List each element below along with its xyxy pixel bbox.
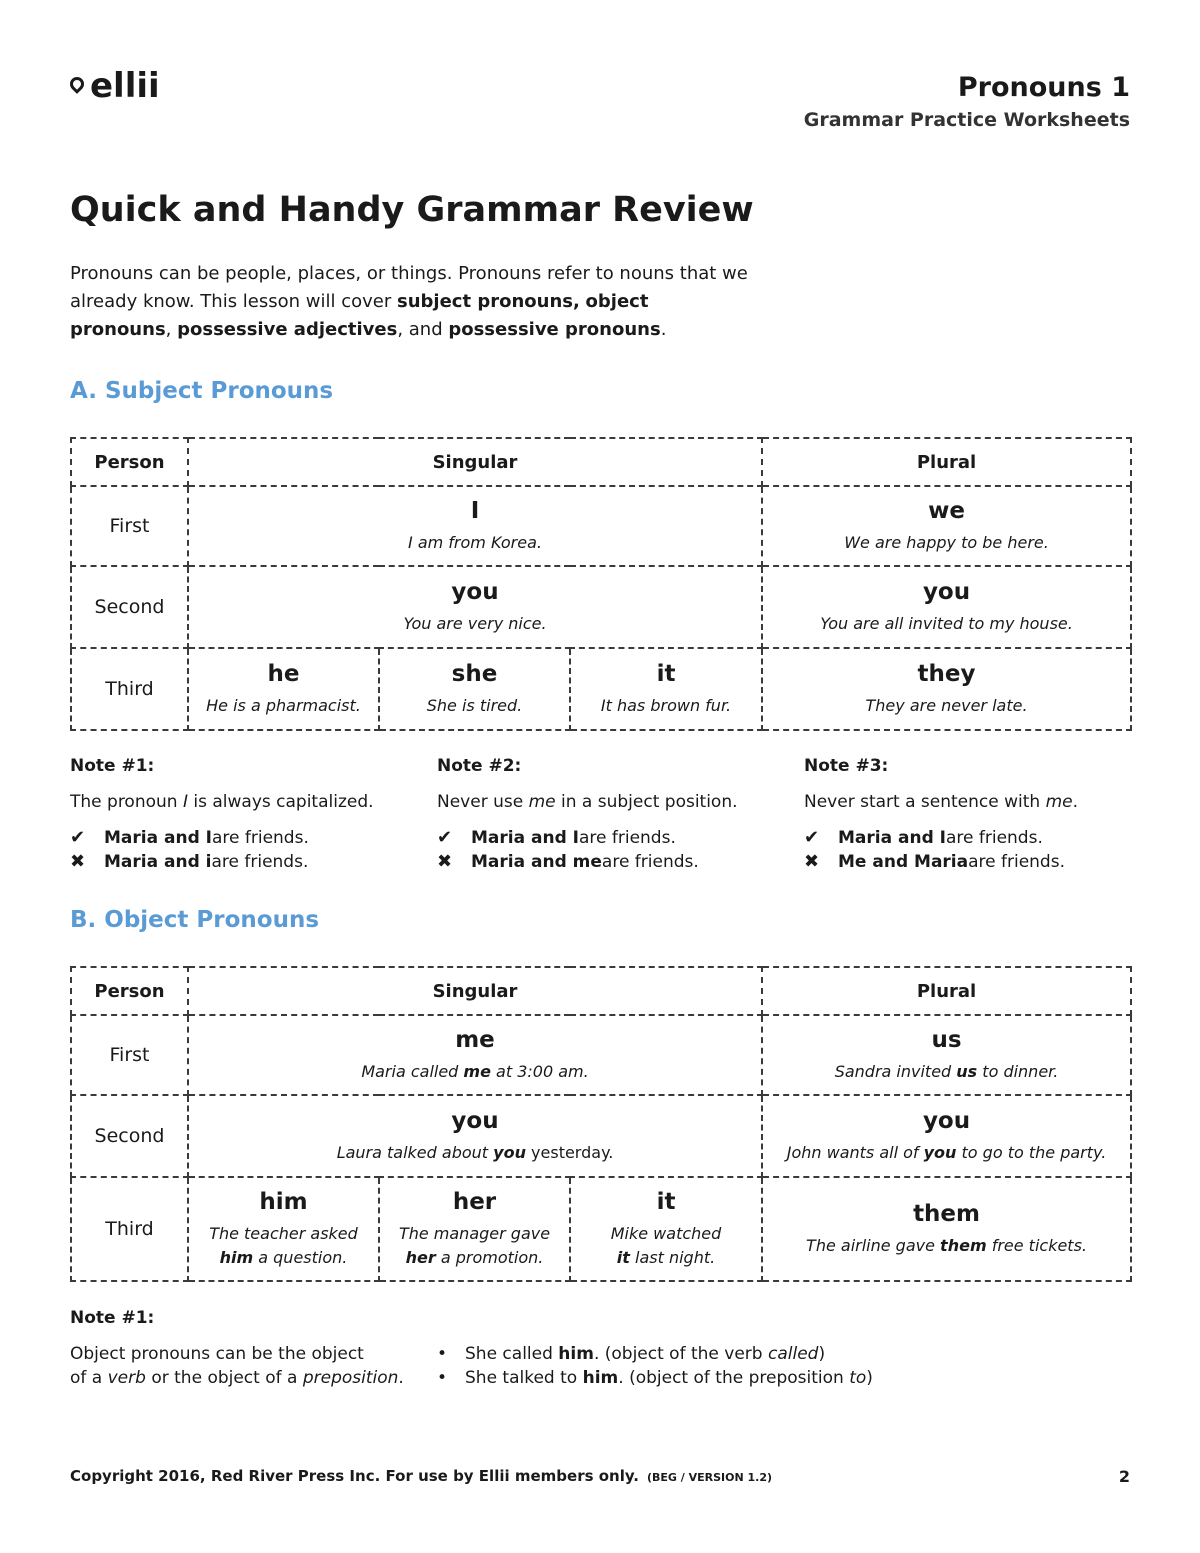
note-text-emphasis: me — [528, 792, 556, 812]
intro-term-subject: subject pronouns, — [396, 291, 580, 312]
example-pronoun: them — [940, 1236, 987, 1255]
example-pronoun: you — [493, 1143, 526, 1162]
example: He is a pharmacist. — [206, 696, 361, 715]
logo — [70, 66, 160, 106]
intro-sep: . — [660, 319, 667, 340]
example-part: to go to the party. — [956, 1143, 1107, 1162]
page-title: Quick and Handy Grammar Review — [70, 190, 754, 230]
example-part: free tickets. — [986, 1236, 1087, 1255]
section-b-heading: B. Object Pronouns — [70, 907, 320, 933]
pronoun: you — [922, 579, 971, 605]
example-part: Sandra invited — [834, 1062, 957, 1081]
example-part: at 3:00 am. — [490, 1062, 589, 1081]
example — [763, 1234, 1130, 1258]
person-cell: First — [71, 486, 188, 566]
example: She is tired. — [426, 696, 523, 715]
example — [571, 1222, 761, 1270]
intro-sep: , — [165, 319, 178, 340]
list-item — [437, 1342, 873, 1366]
check-icon: ✔ — [804, 827, 820, 848]
example — [380, 1222, 569, 1270]
pronoun: you — [922, 1108, 971, 1134]
incorrect-example — [70, 850, 410, 874]
pronoun-cell — [762, 648, 1131, 730]
example — [763, 1060, 1130, 1084]
note-text-emphasis: preposition — [302, 1368, 399, 1388]
example: We are happy to be here. — [844, 533, 1049, 552]
header-plural: Plural — [762, 438, 1131, 486]
example-bold: Maria and I — [838, 828, 946, 848]
example — [189, 1060, 761, 1084]
note-text-part: of a — [70, 1368, 108, 1388]
example-text: are friends. — [601, 852, 699, 872]
logo-text: ellii — [90, 66, 160, 106]
worksheet-subtitle: Grammar Practice Worksheets — [803, 109, 1130, 131]
example-pronoun: us — [956, 1062, 978, 1081]
example-part: yesterday. — [525, 1143, 614, 1162]
list-emphasis: to — [849, 1368, 867, 1388]
pronoun-cell — [188, 1177, 379, 1281]
intro-sep: , and — [397, 319, 449, 340]
table-row — [71, 648, 1131, 730]
header-singular: Singular — [188, 438, 762, 486]
list-text: She talked to — [465, 1368, 583, 1388]
copyright-text: Copyright 2016, Red River Press Inc. For use by Ellii members only. — [70, 1467, 639, 1485]
note-text — [70, 792, 410, 812]
list-text: . (object of the verb — [593, 1344, 768, 1364]
example: I am from Korea. — [408, 533, 542, 552]
example-bold: Maria and I — [104, 828, 212, 848]
example: They are never late. — [865, 696, 1028, 715]
pronoun: us — [931, 1027, 962, 1053]
header-plural: Plural — [762, 967, 1131, 1015]
bullet-icon: • — [437, 1368, 448, 1388]
table-header-row — [71, 967, 1131, 1015]
example-pronoun: him — [219, 1248, 254, 1267]
table-row — [71, 1095, 1131, 1177]
table-header-row — [71, 438, 1131, 486]
example-part: Maria called — [361, 1062, 464, 1081]
example-part: The teacher asked — [209, 1224, 358, 1243]
cross-icon: ✖ — [437, 851, 453, 872]
note-text-emphasis: verb — [107, 1368, 146, 1388]
list-text: ) — [818, 1344, 826, 1364]
example-text: are friends. — [945, 828, 1043, 848]
pronoun-cell — [188, 1015, 762, 1095]
note-heading: Note #2: — [437, 756, 522, 776]
subject-pronouns-table — [70, 437, 1132, 731]
note-3 — [804, 756, 1144, 874]
pronoun: them — [913, 1201, 980, 1227]
pronoun: he — [267, 661, 300, 687]
object-pronouns-table — [70, 966, 1132, 1282]
pronoun-cell — [188, 566, 762, 648]
pronoun-cell — [762, 1177, 1131, 1281]
section-a-heading: A. Subject Pronouns — [70, 378, 334, 404]
example-pronoun: it — [616, 1248, 630, 1267]
cross-icon: ✖ — [804, 851, 820, 872]
note-text-part: Never start a sentence with — [804, 792, 1046, 812]
location-pin-icon — [67, 74, 87, 94]
intro-paragraph — [70, 260, 750, 344]
intro-term-poss-adj: possessive adjectives — [177, 319, 398, 340]
pronoun: she — [451, 661, 498, 687]
pronoun-cell — [762, 566, 1131, 648]
pronoun-cell — [379, 1177, 570, 1281]
correct-example — [437, 826, 777, 850]
example-part: a promotion. — [435, 1248, 544, 1267]
example — [763, 1141, 1130, 1165]
bullet-icon: • — [437, 1344, 448, 1364]
page-number: 2 — [1118, 1467, 1130, 1486]
example-bold: Maria and i — [104, 852, 212, 872]
list-text: . (object of the preposition — [618, 1368, 850, 1388]
example-part: to dinner. — [977, 1062, 1059, 1081]
note-text-part: . — [398, 1368, 404, 1388]
pronoun-cell — [762, 486, 1131, 566]
correct-example — [70, 826, 410, 850]
note-text-emphasis: I — [182, 792, 188, 812]
person-cell: Third — [71, 1177, 188, 1281]
pronoun: you — [451, 579, 499, 605]
pronoun: me — [455, 1027, 495, 1053]
note-text — [437, 792, 777, 812]
example-part: a question. — [253, 1248, 348, 1267]
example-pronoun: her — [405, 1248, 436, 1267]
table-row — [71, 566, 1131, 648]
pronoun: it — [656, 1189, 676, 1215]
list-text: ) — [866, 1368, 873, 1388]
list-pronoun: him — [582, 1368, 619, 1388]
worksheet-title: Pronouns 1 — [957, 72, 1130, 103]
pronoun: you — [451, 1108, 499, 1134]
header-person: Person — [71, 438, 188, 486]
example-text: are friends. — [968, 852, 1065, 872]
list-item — [437, 1366, 873, 1390]
pronoun-cell — [188, 486, 762, 566]
incorrect-example — [437, 850, 777, 874]
example-part: Mike watched — [610, 1224, 722, 1243]
example-text: are friends. — [211, 852, 309, 872]
note-text-part: Object pronouns can be the object — [70, 1344, 364, 1364]
intro-term-poss-pron: possessive pronouns — [448, 319, 661, 340]
example-text: are friends. — [578, 828, 676, 848]
pronoun-cell — [188, 648, 379, 730]
table-row — [71, 486, 1131, 566]
example-bold: Maria and me — [471, 852, 602, 872]
pronoun-cell — [570, 648, 762, 730]
note-text-part: . — [1072, 792, 1079, 812]
pronoun-cell — [762, 1095, 1131, 1177]
correct-example — [804, 826, 1144, 850]
footer-copyright — [70, 1467, 772, 1485]
example-part: Laura talked about — [336, 1143, 494, 1162]
list-emphasis: called — [767, 1344, 819, 1364]
object-note-list — [437, 1342, 873, 1390]
example-part: The airline gave — [806, 1236, 941, 1255]
table-row — [71, 1177, 1131, 1281]
example-text: are friends. — [211, 828, 309, 848]
object-note-heading: Note #1: — [70, 1308, 155, 1328]
note-heading: Note #1: — [70, 756, 155, 776]
pronoun: they — [917, 661, 976, 687]
check-icon: ✔ — [70, 827, 86, 848]
note-text-part: or the object of a — [145, 1368, 303, 1388]
list-pronoun: him — [558, 1344, 594, 1364]
example — [189, 1222, 378, 1270]
header-person: Person — [71, 967, 188, 1015]
version-label: (BEG / VERSION 1.2) — [646, 1471, 773, 1484]
example: You are very nice. — [403, 614, 547, 633]
pronoun: we — [928, 498, 965, 524]
table-row — [71, 1015, 1131, 1095]
example-part: The manager gave — [398, 1224, 551, 1243]
person-cell: Second — [71, 566, 188, 648]
example: You are all invited to my house. — [820, 614, 1073, 633]
pronoun-cell — [188, 1095, 762, 1177]
note-2 — [437, 756, 777, 874]
intro-term-object: object pronouns — [70, 291, 649, 340]
intro-text: Pronouns can be people, places, or things. Pronouns refer to nouns that we already know. This lesson will cover — [70, 263, 748, 312]
pronoun: I — [470, 498, 480, 524]
example-bold: Maria and I — [471, 828, 579, 848]
example-part: last night. — [629, 1248, 716, 1267]
object-note-text — [70, 1342, 410, 1390]
list-text: She called — [465, 1344, 559, 1364]
example-pronoun: me — [463, 1062, 491, 1081]
cross-icon: ✖ — [70, 851, 86, 872]
incorrect-example — [804, 850, 1144, 874]
person-cell: First — [71, 1015, 188, 1095]
person-cell: Second — [71, 1095, 188, 1177]
example — [189, 1141, 761, 1165]
note-text-emphasis: me — [1045, 792, 1073, 812]
note-text-part: in a subject position. — [555, 792, 738, 812]
note-1 — [70, 756, 410, 874]
note-text — [804, 792, 1144, 812]
example: It has brown fur. — [600, 696, 732, 715]
header-singular: Singular — [188, 967, 762, 1015]
note-text-part: The pronoun — [70, 792, 183, 812]
example-pronoun: you — [923, 1143, 957, 1162]
pronoun: it — [656, 661, 676, 687]
pronoun: her — [452, 1189, 497, 1215]
pronoun-cell — [762, 1015, 1131, 1095]
pronoun-cell — [570, 1177, 762, 1281]
person-cell: Third — [71, 648, 188, 730]
pronoun-cell — [379, 648, 570, 730]
note-text-part: is always capitalized. — [187, 792, 374, 812]
pronoun: him — [259, 1189, 308, 1215]
example-part: John wants all of — [786, 1143, 924, 1162]
note-heading: Note #3: — [804, 756, 889, 776]
example-bold: Me and Maria — [838, 852, 969, 872]
check-icon: ✔ — [437, 827, 453, 848]
note-text-part: Never use — [437, 792, 529, 812]
